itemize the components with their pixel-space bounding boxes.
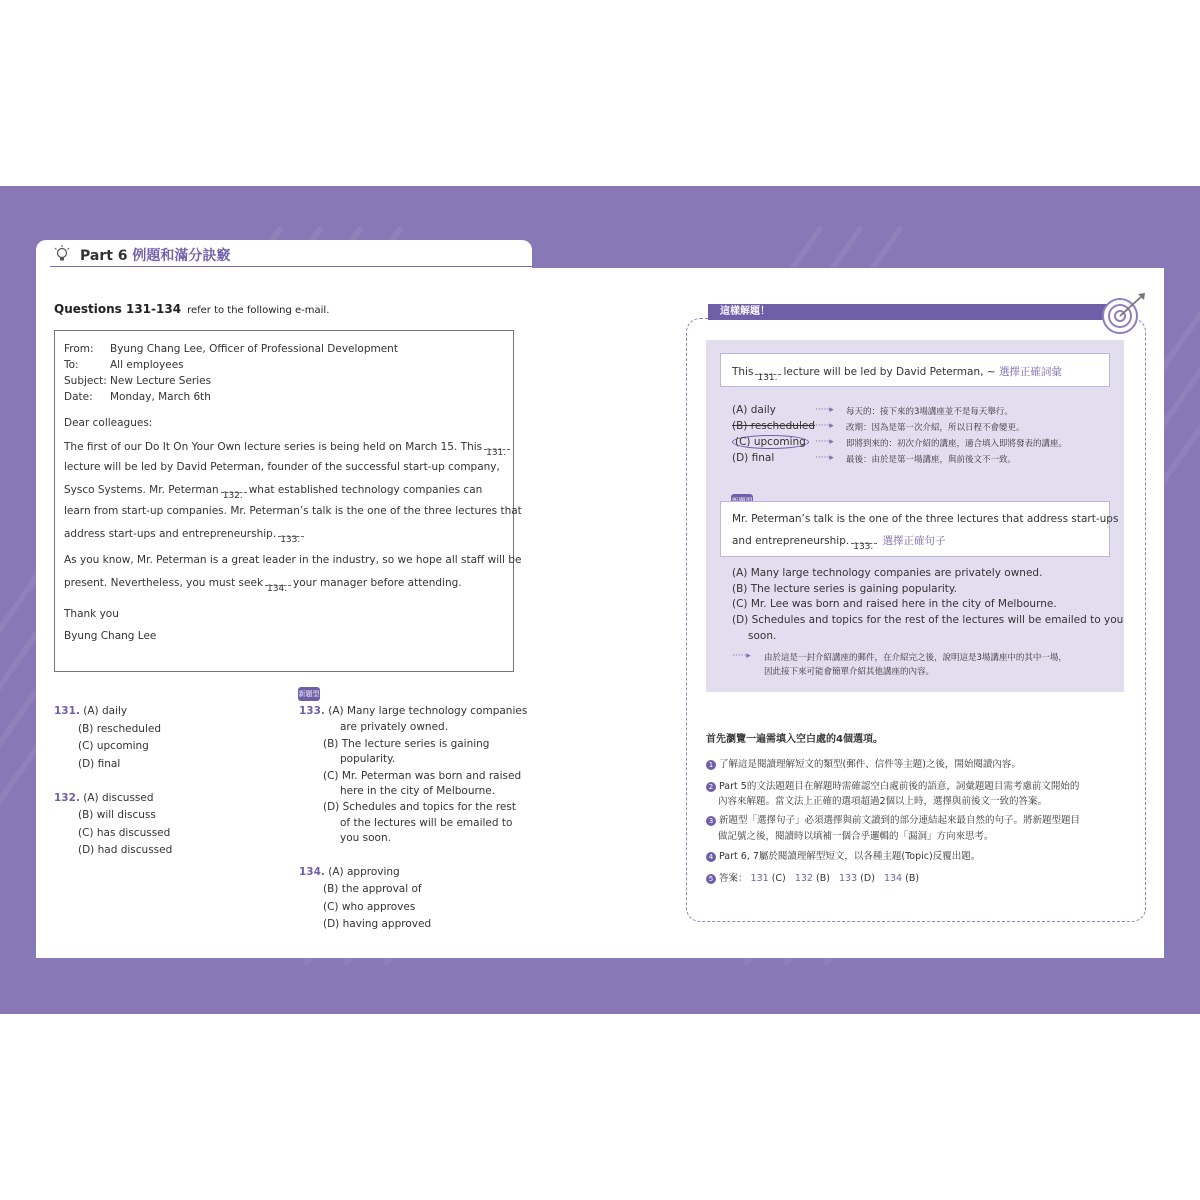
answer-a: (C) [771,873,786,884]
q134-number: 134. [299,866,325,878]
blank-num: 133. [280,535,301,545]
r131-option-b: (B) rescheduled [732,420,816,432]
blank-132 [221,483,247,501]
answer-a: (D) [860,873,875,884]
text: (A) daily [83,705,128,717]
example-box-133 [720,501,1110,557]
text: address start-ups and entrepreneurship. [64,528,277,540]
number-icon: 2 [706,782,716,792]
q132-option-a [54,792,154,804]
answer-a: (B) [905,873,920,884]
blank-131 [755,365,781,383]
blank-num: 131. [486,448,507,458]
r133-option-d-cont: soon. [748,630,777,642]
title-zh: 例題和滿分訣竅 [132,248,231,264]
explain-line2: 因此接下來可能會簡單介紹其他講座的內容。 [764,667,935,677]
to-label: To: [64,359,79,371]
arrow-icon: ·····▸ [732,651,751,661]
blank-num: 132. [222,491,243,501]
number-icon: 3 [706,816,716,826]
email-line [64,527,306,545]
page-title [80,245,230,265]
email-signature: Byung Chang Lee [64,630,157,642]
q133-option-d-cont: of the lectures will be emailed to [340,817,513,829]
q133-option-c: (C) Mr. Peterman was born and raised [323,770,522,782]
intro-text: 首先瀏覽一遍需填入空白處的4個選項。 [706,734,883,745]
note-1 [706,756,1021,770]
part-label: Part 6 [80,248,128,264]
email-line: learn from start-up companies. Mr. Peterman’s talk is the one of the three lectures that [64,505,522,517]
arrow-icon: ·····▸ [815,453,834,463]
r133-option-b: (B) The lecture series is gaining popularity. [732,583,957,595]
questions-sub: refer to the following e-mail. [187,305,330,316]
email-closing: Thank you [64,608,119,620]
answer-q: 132 [794,873,813,884]
number-icon: 1 [706,760,716,770]
answer-line [706,870,919,884]
r131-note-a: 每天的：接下來的3場講座並不是每天舉行。 [846,407,1013,417]
r133-option-c: (C) Mr. Lee was born and raised here in the city of Melbourne. [732,598,1057,610]
q131-option-c: (C) upcoming [78,740,149,752]
note-2-cont: 內容來解題。當文法上正確的選項超過2個以上時，選擇與前後文一致的答案。 [718,796,1048,807]
r133-option-d: (D) Schedules and topics for the rest of the lectures will be emailed to you [732,614,1124,626]
explain-line1: 由於這是一封介紹講座的郵件，在介紹完之後，說明這是3場講座中的其中一場， [764,653,1067,663]
note-3 [706,812,1080,826]
q133-option-a-cont: are privately owned. [340,721,449,733]
subject-value: New Lecture Series [110,375,212,387]
text: (A) discussed [83,792,154,804]
text: your manager before attending. [293,577,462,589]
r131-option-c: (C) upcoming [732,435,809,449]
text: 了解這是閱讀理解短文的類型(郵件、信件等主題)之後，開始閱讀內容。 [719,759,1021,770]
text: what established technology companies can [248,484,483,496]
q131-option-b: (B) rescheduled [78,723,162,735]
r131-note-c: 即將到來的：初次介紹的講座，適合填入即將發表的講座。 [846,439,1068,449]
hint-text: 選擇正確詞彙 [998,366,1062,378]
q134-option-d: (D) having approved [323,918,432,930]
email-from [64,343,398,355]
arrow-icon: ·····▸ [815,437,834,447]
text: Sysco Systems. Mr. Peterman [64,484,219,496]
answer-q: 131 [750,873,769,884]
date-label: Date: [64,391,93,403]
q133-option-d-cont2: you soon. [340,832,391,844]
blank-133 [278,527,304,545]
text: The first of our Do It On Your Own lecture series is being held on March 15. This [64,441,483,453]
q131-option-a [54,705,127,717]
q132-number: 132. [54,792,80,804]
text: (A) approving [328,866,400,878]
blank-134 [265,576,291,594]
text: 新題型「選擇句子」必須選擇與前文讀到的部分連結起來最自然的句子。將新題型題目 [719,815,1081,826]
q132-option-c: (C) has discussed [78,827,171,839]
blank-num: 134. [267,584,288,594]
box1-text [732,364,1062,383]
q131-option-d: (D) final [78,758,121,770]
text: and entrepreneurship. [732,535,850,547]
lightbulb-icon [52,244,72,264]
answer-q: 134 [883,873,903,884]
blank-num: 133. [853,542,874,552]
note-3-cont: 做記號之後，閱讀時以填補一個合乎邏輯的「漏洞」方向來思考。 [718,831,994,842]
email-to [64,359,184,371]
answer-label: 答案： [719,873,748,884]
blank-num: 131. [757,373,778,383]
text: Part 5的文法題題目在解題時需確認空白處前後的語意，詞彙題題目需考慮前文開始的 [719,781,1080,792]
number-icon: 4 [706,852,716,862]
note-4 [706,848,980,862]
blank-133 [851,534,877,552]
target-icon [1100,290,1146,336]
text: (A) Many large technology companies [328,705,528,717]
email-line [64,440,512,458]
q134-option-b: (B) the approval of [323,883,422,895]
q132-option-b: (B) will discuss [78,809,156,821]
number-icon: 5 [706,874,716,884]
title-underline [50,266,532,267]
q134-option-c: (C) who approves [323,901,416,913]
blank-131 [484,440,510,458]
note-2 [706,778,1079,792]
r131-note-b: 改期：因為是第一次介紹，所以日程不會變更。 [846,423,1025,433]
arrow-icon: ·····▸ [815,421,834,431]
q131-number: 131. [54,705,80,717]
r133-option-a: (A) Many large technology companies are privately owned. [732,567,1043,579]
q133-number: 133. [299,705,325,717]
text: present. Nevertheless, you must seek [64,577,264,589]
text: Part 6, 7屬於閱讀理解型短文，以各種主題(Topic)反覆出題。 [719,851,981,862]
r131-option-a: (A) daily [732,404,776,416]
email-date [64,391,211,403]
email-line: As you know, Mr. Peterman is a great leader in the industry, so we hope all staff will be [64,554,522,566]
text: This [732,366,754,378]
q133-option-d: (D) Schedules and topics for the rest [323,801,516,813]
q133-option-b-cont: popularity. [340,753,396,765]
email-line [64,483,483,501]
box2-line1: Mr. Peterman’s talk is the one of the three lectures that address start-ups [732,513,1119,525]
hint-text: 選擇正確句子 [882,535,946,547]
answer-q: 133 [839,873,858,884]
to-value: All employees [110,359,184,371]
r131-option-d: (D) final [732,452,775,464]
questions-title: Questions 131-134 [54,302,182,316]
q132-option-d: (D) had discussed [78,844,173,856]
box2-line2 [732,533,946,552]
questions-heading [54,302,329,316]
email-greeting: Dear colleagues: [64,417,153,429]
email-line [64,576,462,594]
email-line: lecture will be led by David Peterman, founder of the successful start-up company, [64,461,500,473]
answer-a: (B) [816,873,830,884]
subject-label: Subject: [64,375,107,387]
q133-option-b: (B) The lecture series is gaining [323,738,490,750]
q134-option-a [299,866,400,878]
solution-title: 這樣解題！ [708,304,1108,320]
email-subject [64,375,211,387]
from-label: From: [64,343,94,355]
date-value: Monday, March 6th [110,391,211,403]
q133-option-a [299,705,527,717]
arrow-icon: ·····▸ [815,405,834,415]
q133-option-c-cont: here in the city of Melbourne. [340,785,496,797]
from-value: Byung Chang Lee, Officer of Professional Development [110,343,398,355]
r131-note-d: 最後：由於是第一場講座，與前後文不一致。 [846,455,1017,465]
new-type-badge: 新題型 [298,687,320,701]
text: lecture will be led by David Peterman, ~ [783,366,996,378]
